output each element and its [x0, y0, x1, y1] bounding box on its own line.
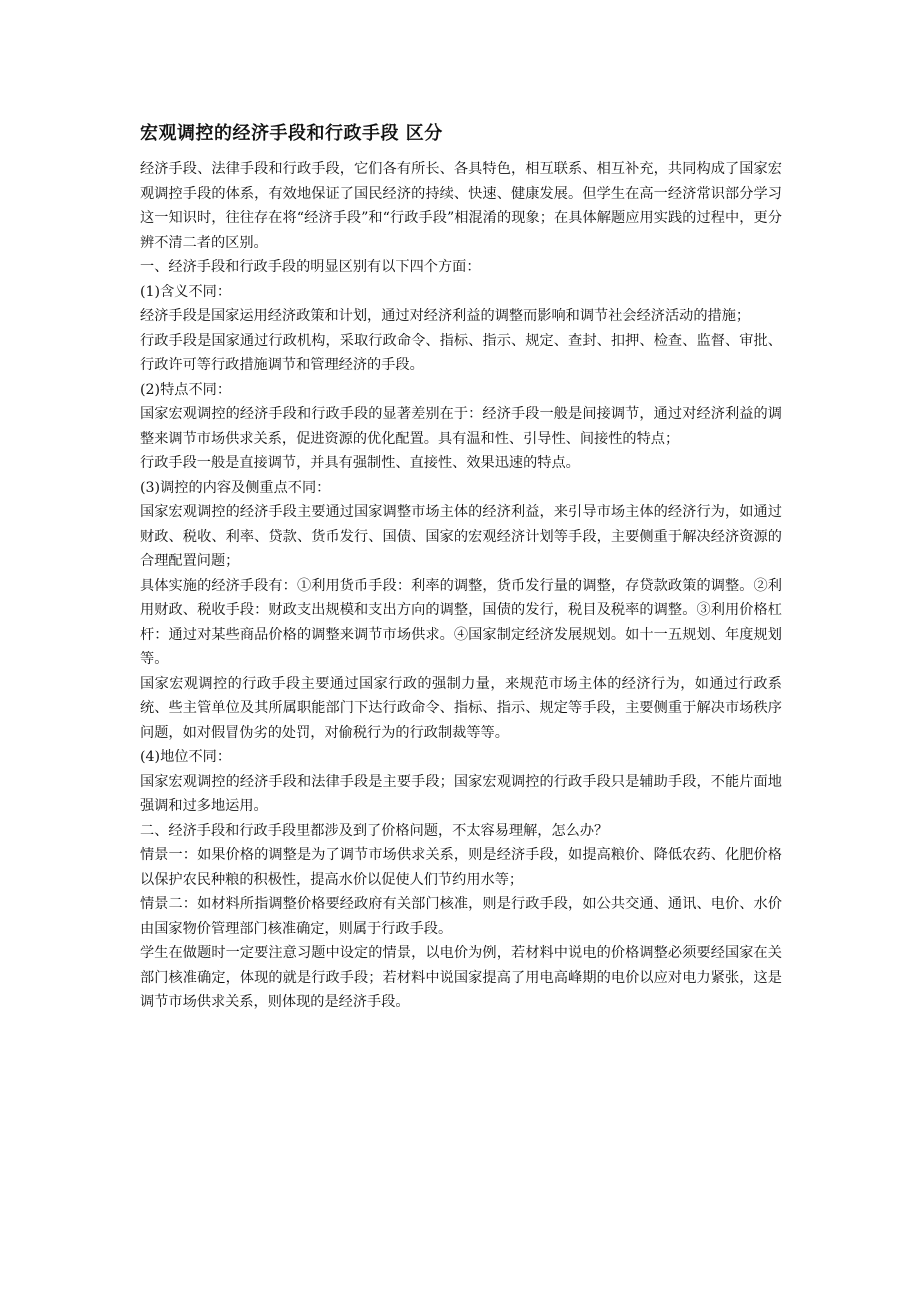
- paragraph-economic-meaning: 经济手段是国家运用经济政策和计划，通过对经济利益的调整而影响和调节社会经济活动的措施；: [140, 308, 751, 324]
- document-title: 宏观调控的经济手段和行政手段 区分: [140, 123, 443, 144]
- subheading-status: (4)地位不同：: [140, 749, 232, 765]
- paragraph-scenario-one: 情景一：如果价格的调整是为了调节市场供求关系，则是经济手段，如提高粮价、降低农药、化肥价格以保护农民种粮的积极性，提高水价以促使人们节约用水等；: [140, 847, 782, 888]
- paragraph-conclusion: 学生在做题时一定要注意习题中设定的情景，以电价为例，若材料中说电的价格调整必须要经国家在关部门核准确定，体现的就是行政手段；若材料中说国家提高了用电高峰期的电价以应对电力紧张，这是调节市场供求关系，则体现的是经济手段。: [140, 945, 782, 1010]
- paragraph-status: 国家宏观调控的经济手段和法律手段是主要手段；国家宏观调控的行政手段只是辅助手段，不能片面地强调和过多地运用。: [140, 773, 782, 814]
- subheading-meaning: (1)含义不同：: [140, 283, 232, 300]
- subheading-content-focus: (3)调控的内容及侧重点不同：: [140, 479, 331, 496]
- paragraph-administrative-features: 行政手段一般是直接调节，并具有强制性、直接性、效果迅速的特点。: [140, 455, 580, 471]
- section-heading-differences: 一、经济手段和行政手段的明显区别有以下四个方面：: [140, 259, 481, 275]
- paragraph-economic-content: 国家宏观调控的经济手段主要通过国家调整市场主体的经济利益，来引导市场主体的经济行为，如通过财政、税收、利率、贷款、货币发行、国债、国家的宏观经济计划等手段，主要侧重于解决经济资源的合理配置问题；: [140, 504, 782, 569]
- paragraph-intro: 经济手段、法律手段和行政手段，它们各有所长、各具特色，相互联系、相互补充，共同构成了国家宏观调控手段的体系，有效地保证了国民经济的持续、快速、健康发展。但学生在高一经济常识部分学习这一知识时，往往存在将“经济手段”和“行政手段”相混淆的现象；在具体解题应用实践的过程中，更分辨不清二者的区别。: [140, 161, 782, 251]
- paragraph-administrative-meaning: 行政手段是国家通过行政机构，采取行政命令、指标、指示、规定、查封、扣押、检查、监督、审批、行政许可等行政措施调节和管理经济的手段。: [140, 332, 782, 373]
- section-heading-price: 二、经济手段和行政手段里都涉及到了价格问题，不太容易理解，怎么办？: [140, 822, 609, 839]
- document-body: [140, 121, 782, 1015]
- paragraph-economic-measures: 具体实施的经济手段有：①利用货币手段：利率的调整，货币发行量的调整，存贷款政策的调整。②利用财政、税收手段：财政支出规模和支出方向的调整，国债的发行，税目及税率的调整。③利用价格杠杆：通过对某些商品价格的调整来调节市场供求。④国家制定经济发展规划。如十一五规划、年度规划等。: [140, 577, 782, 667]
- paragraph-economic-features: 国家宏观调控的经济手段和行政手段的显著差别在于：经济手段一般是间接调节，通过对经济利益的调整来调节市场供求关系，促进资源的优化配置。具有温和性、引导性、间接性的特点；: [140, 406, 782, 447]
- paragraph-scenario-two: 情景二：如材料所指调整价格要经政府有关部门核准，则是行政手段，如公共交通、通讯、电价、水价由国家物价管理部门核准确定，则属于行政手段。: [140, 896, 782, 937]
- subheading-features: (2)特点不同：: [140, 381, 232, 398]
- paragraph-administrative-content: 国家宏观调控的行政手段主要通过国家行政的强制力量，来规范市场主体的经济行为，如通过行政系统、些主管单位及其所属职能部门下达行政命令、指标、指示、规定等手段，主要侧重于解决市场秩序问题，如对假冒伪劣的处罚，对偷税行为的行政制裁等等。: [140, 675, 782, 741]
